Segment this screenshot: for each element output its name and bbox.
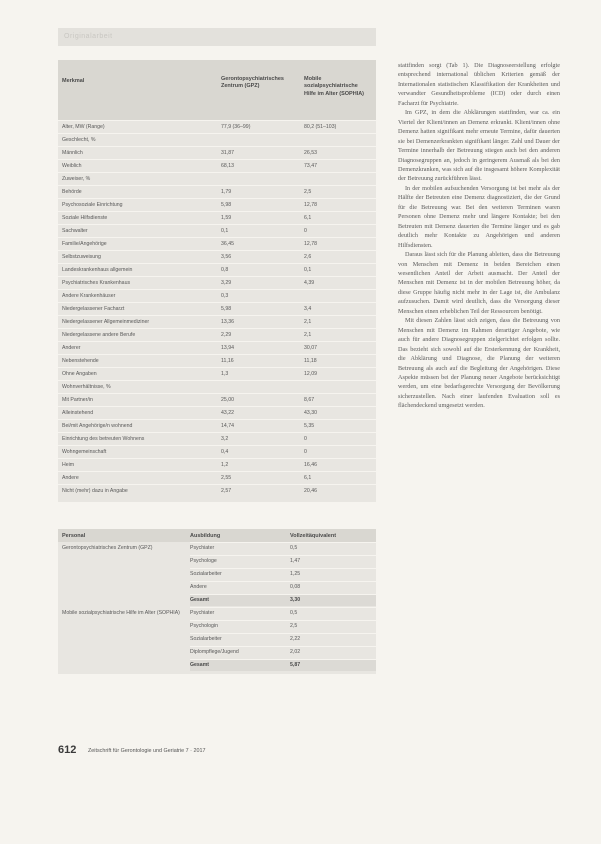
- row-label: Niedergelassene andere Berufe: [62, 331, 136, 338]
- header-personal: Personal: [62, 533, 86, 539]
- journal-title: Zeitschrift für Gerontologie und Geriatrie 7 · 2017: [88, 748, 206, 754]
- cell-gpz: 3,29: [221, 279, 232, 286]
- row-label: Behörde: [62, 188, 82, 195]
- row-label: Psychiatrisches Krankenhaus: [62, 279, 131, 286]
- cell-gpz: 0,1: [221, 227, 229, 234]
- cell-ausbildung: Sozialarbeiter: [190, 570, 222, 577]
- table-row: [58, 607, 376, 619]
- table-row: [58, 594, 376, 606]
- personnel-group-name: Gerontopsychiatrisches Zentrum (GPZ): [62, 545, 153, 551]
- row-label: Ohne Angaben: [62, 370, 97, 377]
- row-label: Einrichtung des betreuten Wohnens: [62, 435, 145, 442]
- table-row: [58, 250, 376, 262]
- row-label: Alter, MW (Range): [62, 123, 105, 130]
- cell-sophia: 30,07: [304, 344, 317, 351]
- cell-vollzeitaequivalent: 3,30: [290, 596, 301, 603]
- table-row: [58, 620, 376, 632]
- table-row: [58, 542, 376, 554]
- table-row: [58, 159, 376, 171]
- row-label: Wohngemeinschaft: [62, 448, 107, 455]
- cell-ausbildung: Gesamt: [190, 596, 210, 603]
- cell-gpz: 3,56: [221, 253, 232, 260]
- cell-gpz: 3,2: [221, 435, 229, 442]
- row-label: Sachwalter: [62, 227, 88, 234]
- table-row: [58, 289, 376, 301]
- cell-gpz: 0,8: [221, 266, 229, 273]
- table-row: [58, 146, 376, 158]
- table-row: [58, 354, 376, 366]
- cell-sophia: 2,1: [304, 318, 312, 325]
- table-row: [58, 328, 376, 340]
- cell-gpz: 0,4: [221, 448, 229, 455]
- cell-ausbildung: Diplompflege/Jugend: [190, 648, 239, 655]
- row-label: Heim: [62, 461, 75, 468]
- cell-sophia: 0: [304, 448, 307, 455]
- row-label: Männlich: [62, 149, 83, 156]
- cell-gpz: 43,22: [221, 409, 234, 416]
- cell-ausbildung: Sozialarbeiter: [190, 635, 222, 642]
- cell-ausbildung: Psychologin: [190, 622, 218, 629]
- cell-gpz: 1,79: [221, 188, 232, 195]
- row-label: Nebenstehende: [62, 357, 99, 364]
- cell-vollzeitaequivalent: 0,08: [290, 583, 301, 590]
- table-row: [58, 445, 376, 457]
- table-row: [58, 367, 376, 379]
- cell-vollzeitaequivalent: 2,22: [290, 635, 301, 642]
- table-row: [58, 341, 376, 353]
- cell-sophia: 8,67: [304, 396, 315, 403]
- row-label: Nicht (mehr) dazu in Angabe: [62, 487, 128, 494]
- cell-gpz: 1,3: [221, 370, 229, 377]
- cell-gpz: 77,9 (36–99): [221, 123, 251, 130]
- cell-sophia: 0,1: [304, 266, 312, 273]
- cell-sophia: 26,53: [304, 149, 317, 156]
- table-row: [58, 458, 376, 470]
- paragraph: stattfinden sorgt (Tab 1). Die Diagnoseerstellung erfolgte entsprechend international üblichen Kriterien gemäß der Internationalen statistischen Klassifikation der Krankheiten und verwandter Gesundheitsprobleme (ICD) oder durch einen Facharzt für Psychiatrie.: [398, 62, 560, 107]
- table-row: [58, 185, 376, 197]
- cell-gpz: 2,55: [221, 474, 232, 481]
- header-vollzeitaequivalent: Vollzeitäquivalent: [290, 533, 337, 539]
- row-label: Andere Krankenhäuser: [62, 292, 116, 299]
- table-1-header: [58, 60, 376, 120]
- running-title: Originalarbeit: [64, 33, 113, 40]
- cell-gpz: 5,98: [221, 201, 232, 208]
- cell-sophia: 2,5: [304, 188, 312, 195]
- table-2-header: [58, 529, 376, 542]
- cell-gpz: 1,2: [221, 461, 229, 468]
- cell-ausbildung: Andere: [190, 583, 207, 590]
- cell-sophia: 3,4: [304, 305, 312, 312]
- row-label: Zuweiser, %: [62, 175, 91, 182]
- cell-sophia: 2,1: [304, 331, 312, 338]
- row-label: Wohnverhältnisse, %: [62, 383, 111, 390]
- cell-vollzeitaequivalent: 1,47: [290, 557, 301, 564]
- cell-gpz: 2,29: [221, 331, 232, 338]
- cell-ausbildung: Gesamt: [190, 661, 210, 668]
- table-row: [58, 633, 376, 645]
- page-number: 612: [58, 744, 77, 756]
- cell-gpz: 11,16: [221, 357, 234, 364]
- paragraph: Daraus lässt sich für die Planung ableiten, dass die Betreuung von Menschen mit Demenz in beiden Bereichen einen wesentlichen Anteil der Arbeit ausmacht. Der Anteil der Menschen mit Demenz ist in der mobilen Betreuung höher, da diese Gruppe häufig nicht mehr in der Lage ist, die Ambulanz aufzusuchen. Damit wird deutlich, dass die Versorgung dieser Menschen einen erheblichen Teil der Ressourcen benötigt.: [398, 251, 560, 315]
- table-row: [58, 406, 376, 418]
- row-label: Anderer: [62, 344, 81, 351]
- table-row: [58, 276, 376, 288]
- table-row: [58, 393, 376, 405]
- cell-vollzeitaequivalent: 2,02: [290, 648, 301, 655]
- cell-gpz: 13,36: [221, 318, 234, 325]
- table-row: [58, 659, 376, 671]
- row-label: Bei/mit Angehörige/n wohnend: [62, 422, 133, 429]
- table-row: [58, 263, 376, 275]
- cell-sophia: 12,78: [304, 201, 317, 208]
- table-row: [58, 120, 376, 132]
- row-label: Niedergelassener Allgemeinmediziner: [62, 318, 150, 325]
- table-row: [58, 198, 376, 210]
- row-background: [190, 659, 376, 671]
- row-background: [190, 542, 376, 554]
- cell-sophia: 0: [304, 435, 307, 442]
- table-1: [58, 60, 376, 502]
- header-ausbildung: Ausbildung: [190, 533, 221, 539]
- row-label: Soziale Hilfsdienste: [62, 214, 108, 221]
- row-background: [190, 555, 376, 567]
- personnel-group-name: Mobile sozialpsychiatrische Hilfe im Alter (SOPHIA): [62, 610, 180, 616]
- paragraph: Im GPZ, in dem die Abklärungen stattfinden, war ca. ein Viertel der Klient/innen an Demenz erkrankt. Klient/innen ohne Demenz hatten signifikant mehr erneute Termine, dafür dauerten sie bei Demenzerkrankten signifikant länger. Zahl und Dauer der Termine innerhalb der Betreuung stiegen auch bei den anderen Diagnosegruppen an, jedoch in geringerem Ausmaß als bei den Demenzkranken, was sich auf die insgesamt höhere Komplexität der Betreuung zurückführen lässt.: [398, 109, 560, 183]
- row-label: Psychosoziale Einrichtung: [62, 201, 123, 208]
- table-row: [58, 172, 376, 184]
- cell-gpz: 25,00: [221, 396, 234, 403]
- cell-sophia: 0: [304, 227, 307, 234]
- header-sophia: Mobile sozialpsychiatrische Hilfe im Alter (SOPHIA): [304, 76, 364, 97]
- cell-vollzeitaequivalent: 2,5: [290, 622, 298, 629]
- cell-sophia: 73,47: [304, 162, 317, 169]
- paragraph: In der mobilen aufsuchenden Versorgung ist bei mehr als der Hälfte der Betreuten eine Demenz diagnostiziert, die der Grund für die Betreuung war. Bei den weiteren Terminen waren Personen ohne Demenz mehr und längere Kontakte; bei den Betreuten mit Demenz dauerten die Termine länger und es gab deutlich mehr Kontakte zu Angehörigen und anderen Hilfsdiensten.: [398, 184, 560, 249]
- row-label: Andere: [62, 474, 79, 481]
- table-row: [58, 646, 376, 658]
- table-row: [58, 237, 376, 249]
- row-label: Landeskrankenhaus allgemein: [62, 266, 133, 273]
- cell-sophia: 6,1: [304, 214, 312, 221]
- cell-sophia: 12,78: [304, 240, 317, 247]
- cell-sophia: 80,2 (51–103): [304, 123, 337, 130]
- row-label: Niedergelassener Facharzt: [62, 305, 125, 312]
- row-label: Familie/Angehörige: [62, 240, 107, 247]
- cell-sophia: 43,30: [304, 409, 317, 416]
- cell-gpz: 31,87: [221, 149, 234, 156]
- header-merkmal: Merkmal: [62, 78, 85, 84]
- table-row: [58, 315, 376, 327]
- cell-vollzeitaequivalent: 0,5: [290, 609, 298, 616]
- header-gpz: Gerontopsychiatrisches Zentrum (GPZ): [221, 76, 284, 90]
- cell-sophia: 5,35: [304, 422, 315, 429]
- cell-gpz: 13,94: [221, 344, 234, 351]
- table-row: [58, 133, 376, 145]
- cell-ausbildung: Psychologe: [190, 557, 217, 564]
- cell-gpz: 1,59: [221, 214, 232, 221]
- table-2: [58, 529, 376, 674]
- table-row: [58, 432, 376, 444]
- table-row: [58, 211, 376, 223]
- cell-vollzeitaequivalent: 0,5: [290, 544, 298, 551]
- running-header: [58, 28, 376, 46]
- cell-sophia: 2,6: [304, 253, 312, 260]
- cell-gpz: 36,45: [221, 240, 234, 247]
- row-label: Mit Partner/in: [62, 396, 93, 403]
- table-row: [58, 419, 376, 431]
- cell-gpz: 2,57: [221, 487, 232, 494]
- row-label: Geschlecht, %: [62, 136, 96, 143]
- table-row: [58, 555, 376, 567]
- cell-ausbildung: Psychiater: [190, 609, 215, 616]
- row-label: Alleinstehend: [62, 409, 94, 416]
- table-row: [58, 581, 376, 593]
- row-label: Weiblich: [62, 162, 82, 169]
- cell-sophia: 4,39: [304, 279, 315, 286]
- cell-vollzeitaequivalent: 5,87: [290, 661, 301, 668]
- table-row: [58, 380, 376, 392]
- cell-sophia: 16,46: [304, 461, 317, 468]
- cell-sophia: 11,18: [304, 357, 317, 364]
- table-row: [58, 471, 376, 483]
- table-row: [58, 224, 376, 236]
- row-label: Selbstzuweisung: [62, 253, 101, 260]
- cell-gpz: 68,13: [221, 162, 234, 169]
- cell-gpz: 14,74: [221, 422, 234, 429]
- table-row: [58, 302, 376, 314]
- cell-ausbildung: Psychiater: [190, 544, 215, 551]
- cell-sophia: 6,1: [304, 474, 312, 481]
- row-background: [190, 581, 376, 593]
- cell-sophia: 20,46: [304, 487, 317, 494]
- cell-vollzeitaequivalent: 1,25: [290, 570, 301, 577]
- table-row: [58, 568, 376, 580]
- cell-gpz: 5,98: [221, 305, 232, 312]
- row-background: [190, 594, 376, 606]
- table-row: [58, 484, 376, 496]
- paragraph: Mit diesen Zahlen lässt sich zeigen, dass die Betreuung von Menschen mit Demenz im Rahmen derartiger Angebote, wie auch für andere Diagnosegruppen zielgerichtet erfolgen sollte. Das bezieht sich sowohl auf die Ersterkennung der Krankheit, die Abklärung und Diagnose, die Planung der weiteren Betreuung als auch auf die Begleitung der Angehörigen. Diese Aspekte müssen bei der Planung neuer Angebote berücksichtigt werden, um eine bedarfsgerechte Versorgung der Bevölkerung sicherzustellen. Nach einer laufenden Evaluation soll es flächendeckend umgesetzt werden.: [398, 317, 560, 410]
- row-background: [190, 607, 376, 619]
- body-text-column: [398, 61, 560, 411]
- cell-sophia: 12,09: [304, 370, 317, 377]
- cell-gpz: 0,3: [221, 292, 229, 299]
